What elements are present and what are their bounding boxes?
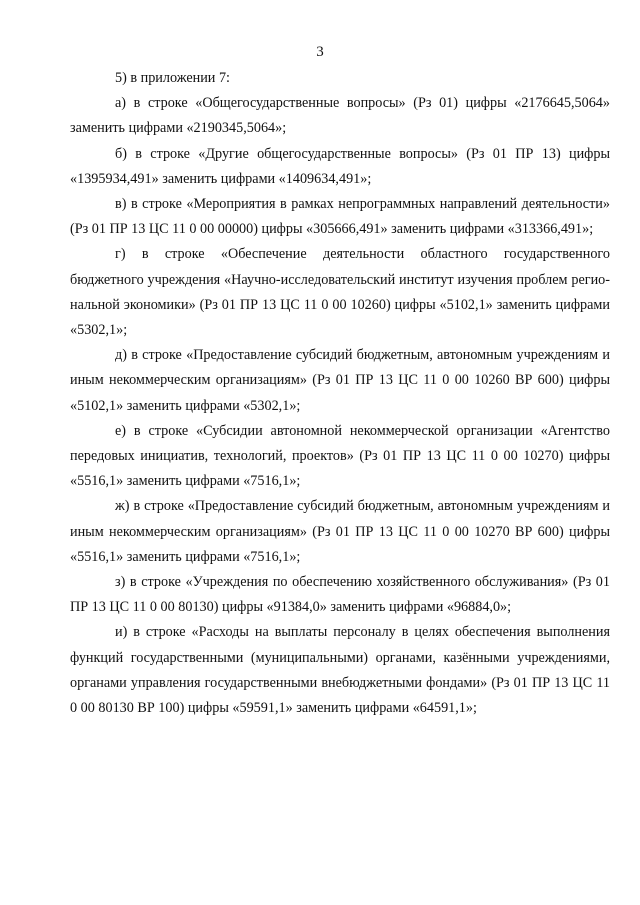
paragraph-item-zh: ж) в строке «Предоставление субсидий бюджетным, автономным учреждениям и иным некоммерческим организациям» (Рз 01 ПР 13 ЦС 11 0 00 10270 ВР 600) цифры «5516,1» заменить цифрами «7516,1»;	[70, 498, 610, 565]
paragraph-item-v: в) в строке «Мероприятия в рамках непрограммных направлений деятельности» (Рз 01 ПР 13 ЦС 11 0 00 00000) цифры «305666,491» заменить цифрами «313366,491»;	[70, 196, 610, 238]
paragraph-item-e: е) в строке «Субсидии автономной некоммерческой организации «Агентство передовых инициатив, технологий, проектов» (Рз 01 ПР 13 ЦС 11 0 00 10270) цифры «5516,1» заменить цифрами «7516,1»;	[70, 422, 610, 490]
document-body	[70, 66, 610, 721]
paragraph-item-g: г) в строке «Обеспечение деятельности областного государственного бюджетного учреждения «Научно-исследовательский институт изучения проблем региональной экономики» (Рз 01 ПР 13 ЦС 11 0 00 10260) цифры «5102,1» заменить цифрами «5302,1»;	[70, 246, 610, 339]
paragraph-item-d: д) в строке «Предоставление субсидий бюджетным, автономным учреждениям и иным некоммерческим организациям» (Рз 01 ПР 13 ЦС 11 0 00 10260 ВР 600) цифры «5102,1» заменить цифрами «5302,1»;	[70, 347, 610, 414]
page-number: 3	[316, 44, 324, 60]
paragraph-item-i: и) в строке «Расходы на выплаты персоналу в целях обеспечения выполнения функций государственными (муниципальными) органами, казёнными учреждениями, органами управления государственными внебюджетными фондами» (Рз 01 ПР 13 ЦС 11 0 00 80130 ВР 100) цифры «59591,1» заменить цифрами «64591,1»;	[70, 624, 610, 717]
paragraph-item-z: з) в строке «Учреждения по обеспечению хозяйственного обслуживания» (Рз 01 ПР 13 ЦС 11 0 00 80130) цифры «91384,0» заменить цифрами «96884,0»;	[70, 574, 610, 616]
paragraph-item-a: а) в строке «Общегосударственные вопросы» (Рз 01) цифры «2176645,5064» заменить цифрами «2190345,5064»;	[70, 95, 610, 137]
paragraph-item-b: б) в строке «Другие общегосударственные вопросы» (Рз 01 ПР 13) цифры «1395934,491» заменить цифрами «1409634,491»;	[70, 145, 610, 187]
paragraph-appendix-7-heading: 5) в приложении 7:	[115, 70, 230, 86]
